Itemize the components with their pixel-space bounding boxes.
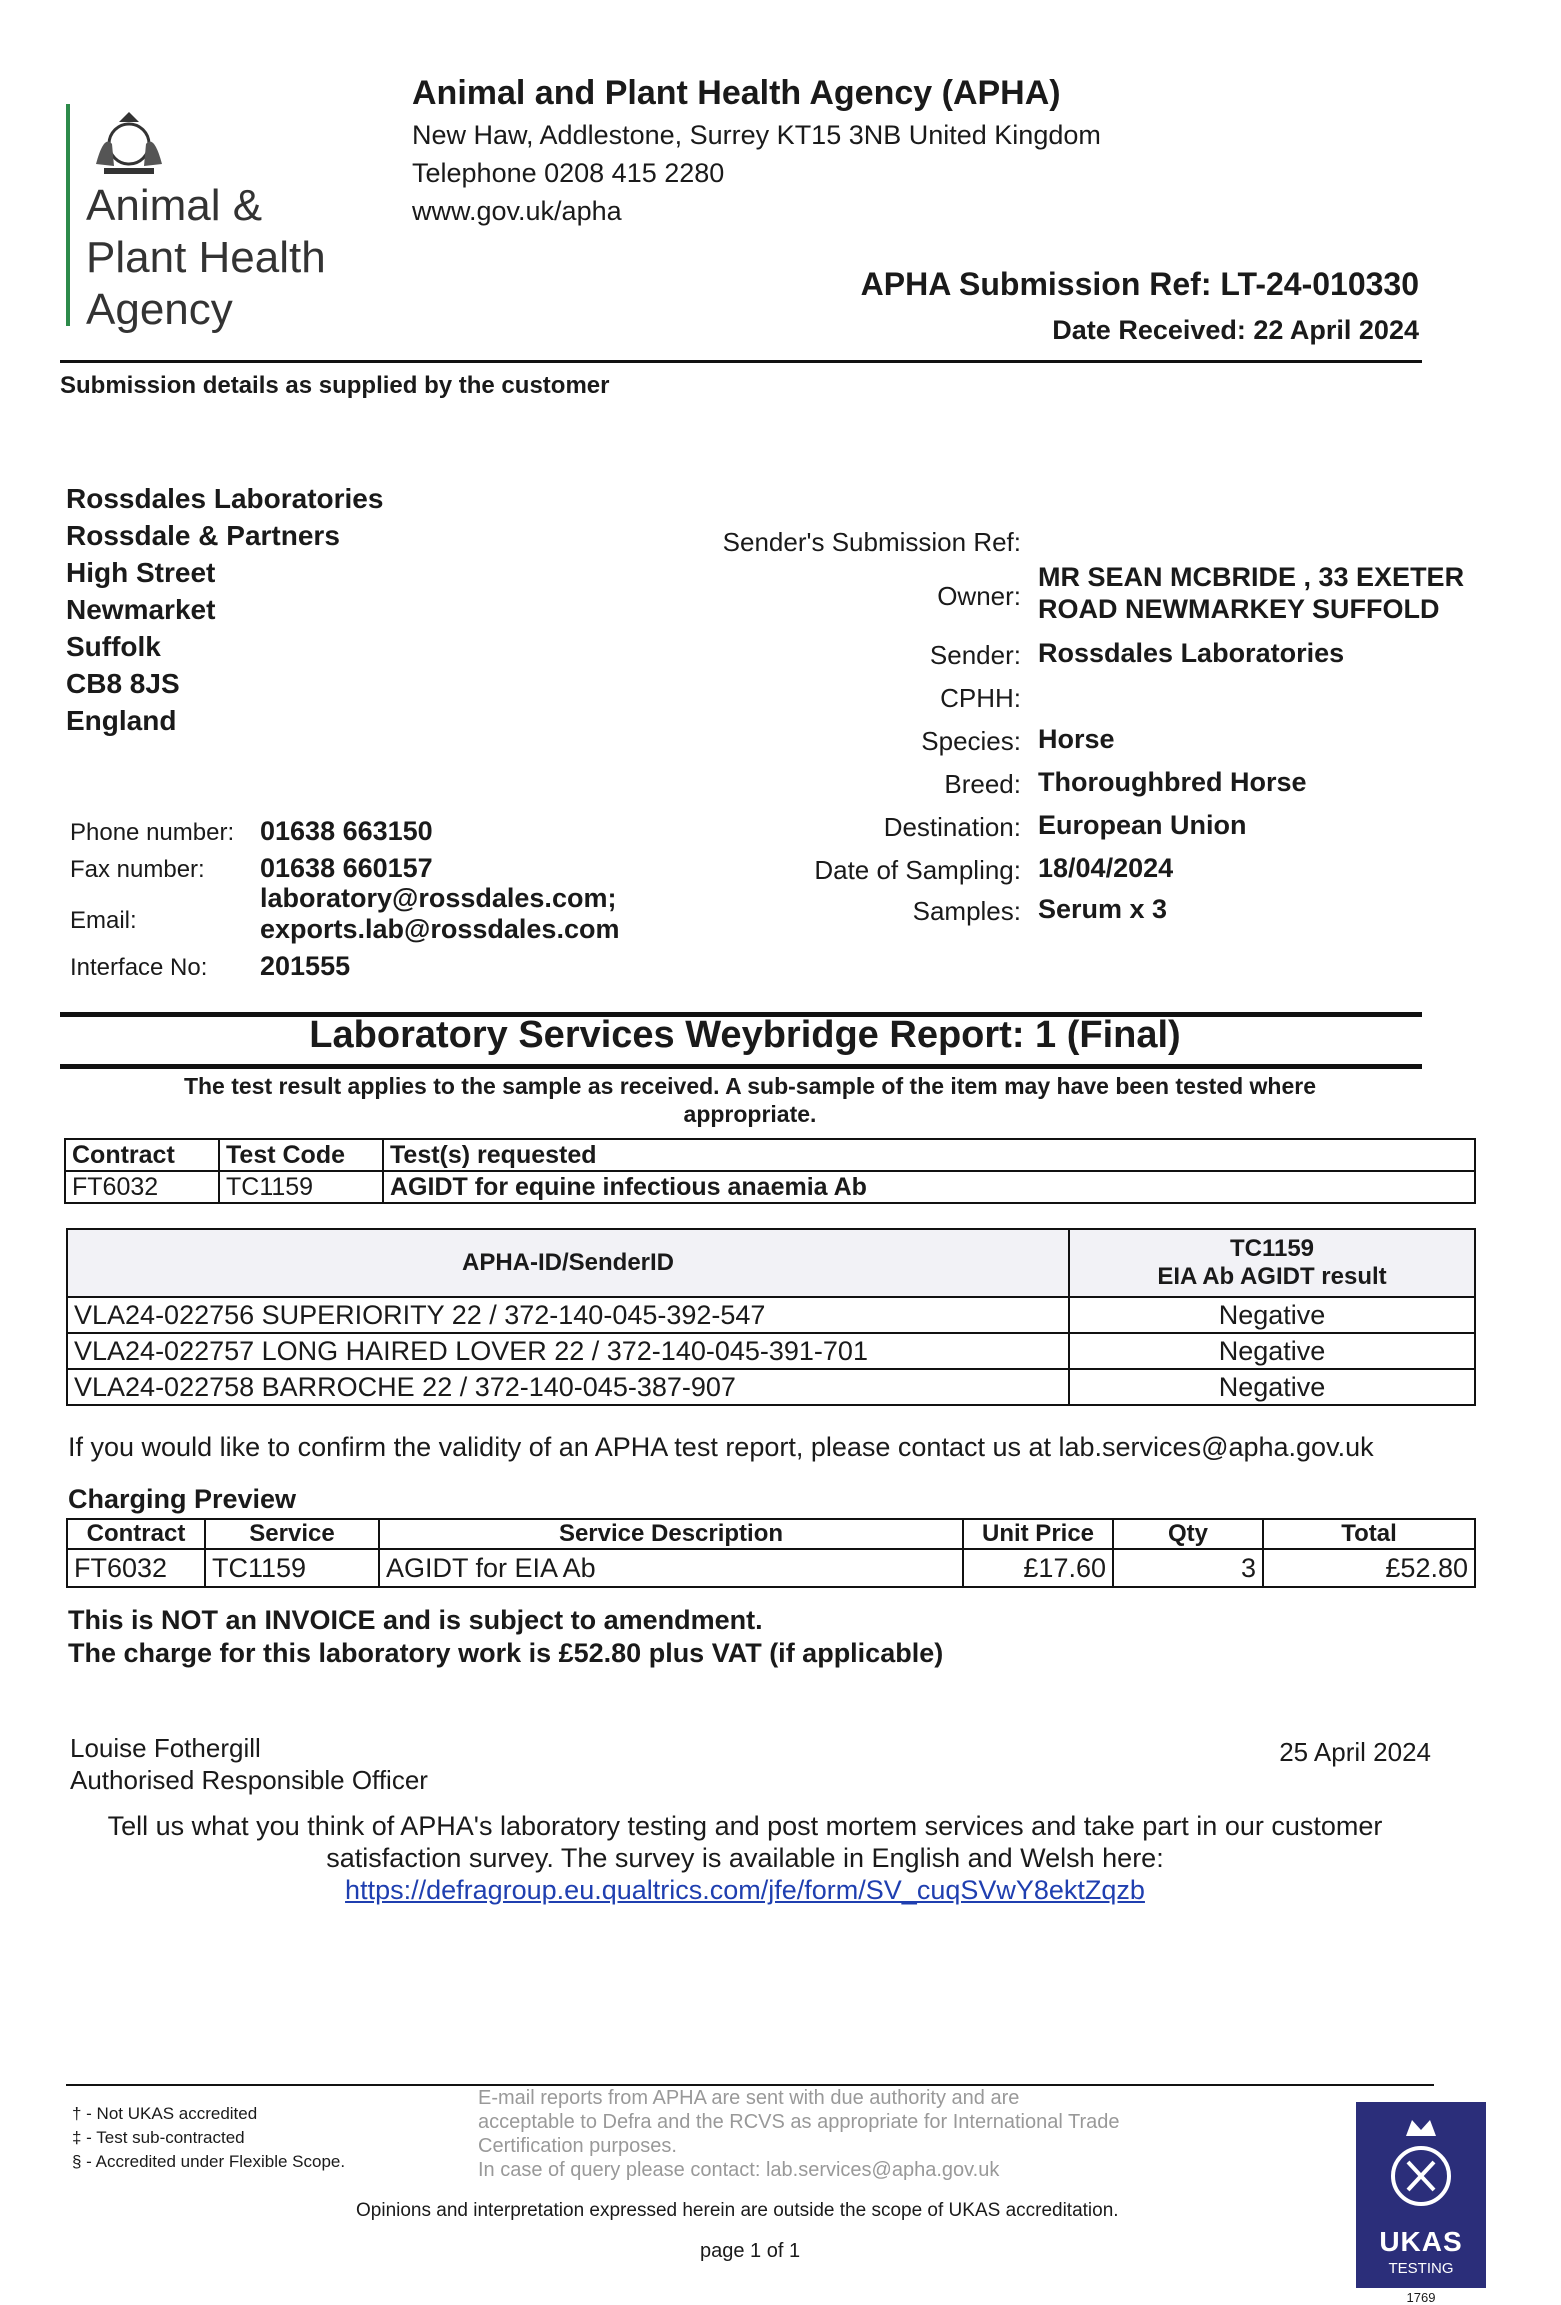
report-note: The test result applies to the sample as received. A sub-sample of the item may have been tested where appropriate. [183,1073,1317,1127]
column-header: APHA-ID/SenderID [67,1229,1069,1297]
mail-line: E-mail reports from APHA are sent with due authority and are [478,2087,1020,2109]
table-cell: FT6032 [67,1549,205,1587]
address-line: Newmarket [66,594,216,625]
samples-label: Samples: [912,896,1021,926]
logo-line: Agency [86,285,233,334]
result-cell: Negative [1069,1369,1475,1405]
table-cell: AGIDT for equine infectious anaemia Ab [383,1171,1475,1203]
footer-email-notice [478,2086,1120,2182]
submission-details-label: Submission details as supplied by the customer [60,372,610,399]
breed-label: Breed: [944,769,1021,799]
table-cell: £17.60 [963,1549,1113,1587]
table-cell: TC1159 [205,1549,379,1587]
column-header: Total [1263,1519,1475,1549]
interface-value: 201555 [260,951,351,981]
org-telephone: Telephone 0208 415 2280 [412,158,725,188]
key-line: † - Not UKAS accredited [72,2104,258,2123]
species-label: Species: [921,726,1021,756]
column-header: Unit Price [963,1519,1113,1549]
samples-value: Serum x 3 [1038,894,1168,924]
column-header: Service [205,1519,379,1549]
logo-bar [66,104,70,326]
signoff-date: 25 April 2024 [1279,1737,1431,1767]
destination-value: European Union [1038,810,1247,840]
table-row [67,1369,1475,1405]
officer-role: Authorised Responsible Officer [70,1765,428,1795]
signoff-block [70,1732,428,1796]
column-header: Test Code [219,1139,383,1171]
fax-value: 01638 660157 [260,853,433,883]
result-cell: Negative [1069,1297,1475,1333]
table-cell: AGIDT for EIA Ab [379,1549,963,1587]
table-row [67,1297,1475,1333]
owner-label: Owner: [937,581,1021,611]
org-name: Animal and Plant Health Agency (APHA) [412,74,1061,112]
species-value: Horse [1038,724,1115,754]
address-line: Rossdale & Partners [66,520,340,551]
date-received: Date Received: 22 April 2024 [1052,315,1419,345]
page-number: page 1 of 1 [700,2240,801,2262]
owner-value-2: ROAD NEWMARKEY SUFFOLD [1038,594,1440,624]
address-line: Suffolk [66,631,161,662]
customer-address [66,480,383,739]
charging-table [66,1518,1476,1588]
email-value-1: laboratory@rossdales.com; [260,883,617,913]
table-cell: FT6032 [65,1171,219,1203]
table-header-row [65,1139,1475,1171]
charge-text: The charge for this laboratory work is £52.80 plus VAT (if applicable) [68,1638,944,1668]
footer-key [72,2102,345,2174]
ukas-badge [1356,2102,1486,2288]
org-website: www.gov.uk/apha [412,196,622,226]
fax-label: Fax number: [70,856,205,883]
address-line: CB8 8JS [66,668,180,699]
address-line: Rossdales Laboratories [66,483,384,514]
not-invoice-text: This is NOT an INVOICE and is subject to amendment. [68,1605,763,1635]
interface-label: Interface No: [70,954,208,981]
officer-name: Louise Fothergill [70,1733,261,1763]
key-line: § - Accredited under Flexible Scope. [72,2152,346,2171]
table-cell: TC1159 [219,1171,383,1203]
org-address: New Haw, Addlestone, Surrey KT15 3NB United Kingdom [412,120,1101,150]
sender-label: Sender: [929,640,1021,670]
logo-line: Animal & [86,181,263,230]
sampling-date-value: 18/04/2024 [1038,853,1174,883]
ukas-number: 1769 [1406,2290,1436,2305]
code-header: TC1159 [1229,1235,1315,1262]
phone-label: Phone number: [70,819,235,846]
table-cell: VLA24-022756 SUPERIORITY 22 / 372-140-045-392-547 [67,1297,1069,1333]
mail-line: Certification purposes. [478,2135,677,2157]
destination-label: Destination: [883,812,1021,842]
column-header: Contract [65,1139,219,1171]
column-header: Service Description [379,1519,963,1549]
logo-line: Plant Health [86,233,326,282]
table-header-row [67,1519,1475,1549]
results-table [66,1228,1476,1406]
invoice-disclaimer [68,1604,943,1670]
ukas-word: UKAS [1379,2226,1463,2257]
key-line: ‡ - Test sub-contracted [72,2128,245,2147]
cphh-label: CPHH: [940,683,1021,713]
royal-crest-icon [84,104,174,182]
agency-logo-text [86,180,326,336]
table-row [67,1549,1475,1587]
survey-block [60,1810,1430,1906]
header-divider [60,360,1422,363]
survey-link[interactable]: https://defragroup.eu.qualtrics.com/jfe/form/SV_cuqSVwY8ektZqzb [345,1875,1145,1905]
survey-text: Tell us what you think of APHA's laboratory testing and post mortem services and take part in our customer satisfaction survey. The survey is available in English and Welsh here: [107,1811,1383,1873]
sampling-date-label: Date of Sampling: [814,855,1021,885]
mail-line: acceptable to Defra and the RCVS as appropriate for International Trade [478,2111,1120,2133]
table-cell: 3 [1113,1549,1263,1587]
mail-line: In case of query please contact: lab.services@apha.gov.uk [478,2159,1000,2181]
address-line: England [66,705,177,736]
ukas-testing: TESTING [1388,2260,1454,2277]
phone-value: 01638 663150 [260,816,433,846]
table-row [67,1333,1475,1369]
breed-value: Thoroughbred Horse [1038,767,1307,797]
footer-opinion: Opinions and interpretation expressed herein are outside the scope of UKAS accreditation. [356,2200,1119,2221]
submission-ref: APHA Submission Ref: LT-24-010330 [860,266,1419,302]
tests-table [64,1138,1476,1204]
table-cell: VLA24-022757 LONG HAIRED LOVER 22 / 372-140-045-391-701 [67,1333,1069,1369]
sender-ref-label: Sender's Submission Ref: [722,527,1021,557]
sender-value: Rossdales Laboratories [1038,638,1345,668]
email-label: Email: [70,907,137,934]
result-header: EIA Ab AGIDT result [1157,1263,1387,1290]
validity-note: If you would like to confirm the validity of an APHA test report, please contact us at lab.services@apha.gov.uk [68,1432,1374,1462]
table-row [65,1171,1475,1203]
table-cell: VLA24-022758 BARROCHE 22 / 372-140-045-387-907 [67,1369,1069,1405]
column-header: Qty [1113,1519,1263,1549]
column-header: Test(s) requested [383,1139,1475,1171]
owner-value-1: MR SEAN MCBRIDE , 33 EXETER [1038,562,1465,592]
ukas-crown-icon [1356,2102,1486,2222]
column-header [1069,1229,1475,1297]
table-header-row [67,1229,1475,1297]
table-cell: £52.80 [1263,1549,1475,1587]
column-header: Contract [67,1519,205,1549]
charging-title: Charging Preview [68,1484,297,1514]
result-cell: Negative [1069,1333,1475,1369]
address-line: High Street [66,557,216,588]
email-value-2: exports.lab@rossdales.com [260,914,620,944]
report-divider-bottom [60,1064,1422,1069]
report-title: Laboratory Services Weybridge Report: 1 (Final) [309,1014,1181,1056]
